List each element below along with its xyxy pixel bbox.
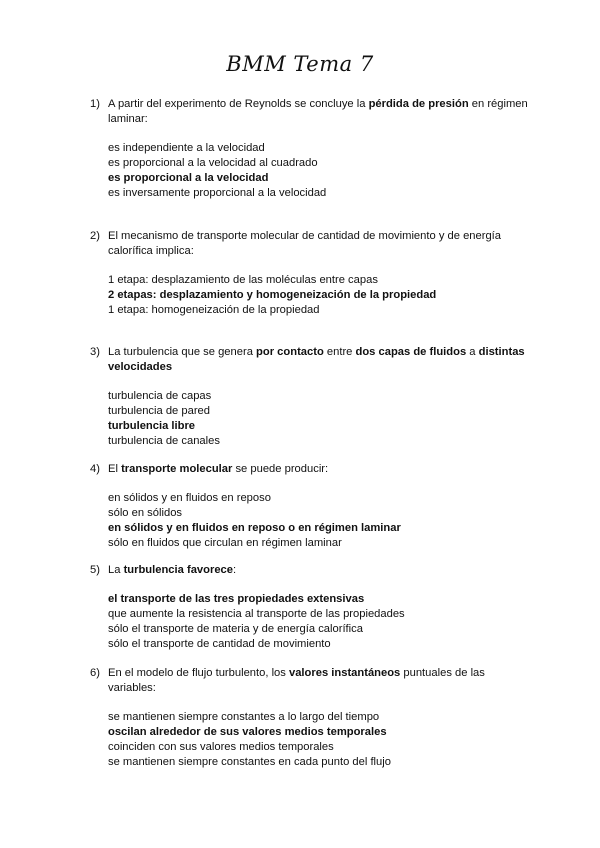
answer-option: sólo el transporte de materia y de energía calorífica (108, 623, 363, 635)
question-number: 5) (90, 564, 100, 576)
answer-option: sólo en sólidos (108, 507, 183, 519)
stem-text: en régimen laminar: (108, 98, 528, 125)
answer-option: en sólidos y en fluidos en reposo (108, 492, 271, 504)
answer-option: se mantienen siempre constantes a lo largo del tiempo (108, 711, 380, 723)
stem-text: a (466, 346, 479, 358)
answer-option: turbulencia de pared (108, 405, 211, 417)
answer-option: se mantienen siempre constantes en cada punto del flujo (108, 756, 391, 768)
answer-options (108, 491, 530, 551)
answer-options (108, 710, 530, 770)
answer-option: turbulencia de capas (108, 390, 212, 402)
stem-text-bold: por contacto (256, 346, 324, 358)
question-number: 1) (90, 98, 100, 110)
answer-option-correct: en sólidos y en fluidos en reposo o en régimen laminar (108, 522, 401, 534)
answer-option-correct: oscilan alrededor de sus valores medios temporales (108, 726, 387, 738)
question-3 (90, 345, 530, 449)
question-2 (90, 229, 530, 318)
stem-text-bold: distintas velocidades (108, 346, 525, 373)
answer-option-correct: 2 etapas: desplazamiento y homogeneización de la propiedad (108, 289, 437, 301)
question-1 (90, 97, 530, 201)
question-number: 2) (90, 230, 100, 242)
question-stem (108, 462, 530, 477)
stem-text: entre (323, 346, 356, 358)
answer-option-correct: el transporte de las tres propiedades extensivas (108, 593, 365, 605)
question-stem (108, 563, 530, 578)
question-stem (108, 97, 530, 127)
answer-options (108, 592, 530, 652)
answer-option: es independiente a la velocidad (108, 142, 265, 154)
stem-text: La turbulencia que se genera (108, 346, 257, 358)
page-title: BMM Tema 7 (226, 52, 374, 76)
answer-option: coinciden con sus valores medios temporales (108, 741, 334, 753)
question-5 (90, 563, 530, 652)
stem-text: El mecanismo de transporte molecular de cantidad de movimiento y de energía calorífica implica: (108, 230, 502, 257)
answer-option-correct: turbulencia libre (108, 420, 196, 432)
question-number: 4) (90, 463, 100, 475)
question-number: 6) (90, 667, 100, 679)
stem-text: En el modelo de flujo turbulento, los (108, 667, 289, 679)
stem-text: : (233, 564, 237, 576)
stem-text: A partir del experimento de Reynolds se concluye la (108, 98, 369, 110)
answer-options (108, 389, 530, 449)
question-number: 3) (90, 346, 100, 358)
answer-options (108, 273, 530, 318)
answer-option: 1 etapa: homogeneización de la propiedad (108, 304, 320, 316)
answer-options (108, 141, 530, 201)
answer-option: sólo en fluidos que circulan en régimen laminar (108, 537, 342, 549)
question-4 (90, 462, 530, 551)
answer-option: es inversamente proporcional a la velocidad (108, 187, 327, 199)
question-stem (108, 666, 530, 696)
answer-option: turbulencia de canales (108, 435, 220, 447)
stem-text-bold: turbulencia favorece (123, 564, 233, 576)
answer-option: sólo el transporte de cantidad de movimiento (108, 638, 331, 650)
question-stem (108, 229, 530, 259)
stem-text-bold: pérdida de presión (368, 98, 469, 110)
answer-option: que aumente la resistencia al transporte de las propiedades (108, 608, 405, 620)
answer-option-correct: es proporcional a la velocidad (108, 172, 269, 184)
stem-text: se puede producir: (232, 463, 329, 475)
stem-text: La (108, 564, 124, 576)
question-stem (108, 345, 530, 375)
stem-text-bold: dos capas de fluidos (355, 346, 467, 358)
stem-text-bold: valores instantáneos (288, 667, 401, 679)
stem-text: El (108, 463, 122, 475)
answer-option: es proporcional a la velocidad al cuadrado (108, 157, 318, 169)
answer-option: 1 etapa: desplazamiento de las moléculas entre capas (108, 274, 378, 286)
stem-text: puntuales de las variables: (108, 667, 485, 694)
stem-text-bold: transporte molecular (121, 463, 233, 475)
question-6 (90, 666, 530, 770)
